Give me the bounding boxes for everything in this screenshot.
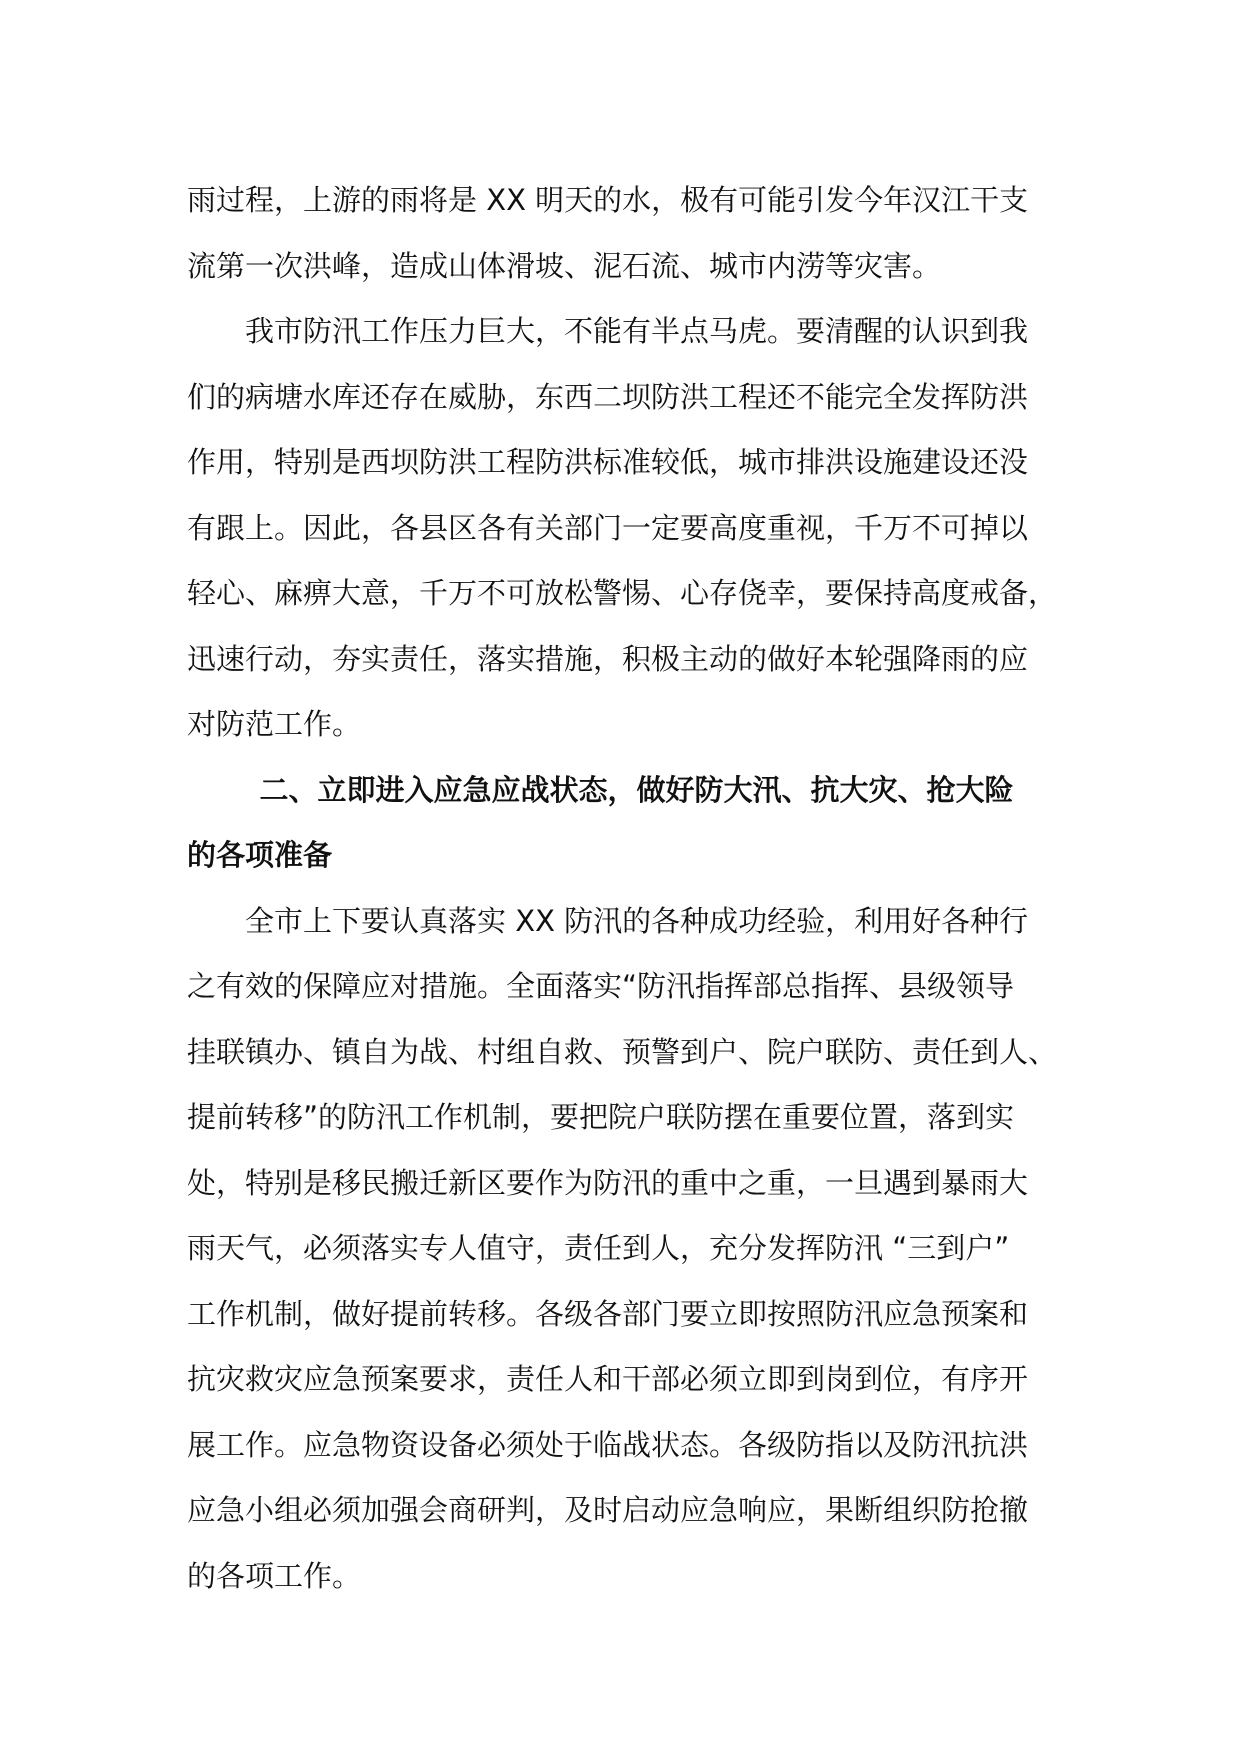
text-line: 工作机制，做好提前转移。各级各部门要立即按照防汛应急预案和 <box>187 1296 1029 1331</box>
heading-line: 的各项准备 <box>187 838 333 872</box>
paragraph-emergency <box>187 889 1077 1610</box>
document-body <box>187 168 1077 1609</box>
text-line: 抗灾救灾应急预案要求，责任人和干部必须立即到岗到位，有序开 <box>187 1362 1029 1396</box>
text-line: 应急小组必须加强会商研判，及时启动应急响应，果断组织防抢撤 <box>187 1493 1029 1527</box>
text-line: 展工作。应急物资设备必须处于临战状态。各级防指以及防汛抗洪 <box>187 1427 1029 1462</box>
heading-line: 二、立即进入应急应战状态，做好防大汛、抗大灾、抢大险 <box>259 772 1014 807</box>
text-line: 我市防汛工作压力巨大，不能有半点马虎。要清醒的认识到我 <box>245 314 1029 348</box>
text-line: 的各项工作。 <box>187 1558 362 1593</box>
text-line: 处，特别是移民搬迁新区要作为防汛的重中之重，一旦遇到暴雨大 <box>187 1165 1029 1200</box>
text-line: 迅速行动，夯实责任，落实措施，积极主动的做好本轮强降雨的应 <box>187 641 1029 676</box>
text-line: 挂联镇办、镇自为战、村组自救、预警到户、院户联防、责任到人、 <box>187 1034 1058 1069</box>
text-line: 全市上下要认真落实 XX 防汛的各种成功经验，利用好各种行 <box>245 903 1029 938</box>
text-line: 雨过程，上游的雨将是 XX 明天的水，极有可能引发今年汉江干支 <box>187 183 1029 217</box>
text-line: 作用，特别是西坝防洪工程防洪标准较低，城市排洪设施建设还没 <box>187 445 1029 479</box>
text-line: 流第一次洪峰，造成山体滑坡、泥石流、城市内涝等灾害。 <box>187 248 942 283</box>
text-line: 提前转移”的防汛工作机制，要把院户联防摆在重要位置，落到实 <box>187 1100 1015 1134</box>
text-line: 们的病塘水库还存在威胁，东西二坝防洪工程还不能完全发挥防洪 <box>187 379 1029 414</box>
section-heading <box>187 758 1077 889</box>
paragraph-pressure <box>187 299 1077 758</box>
paragraph-continuation <box>187 168 1077 299</box>
text-line: 有跟上。因此，各县区各有关部门一定要高度重视，千万不可掉以 <box>187 510 1029 545</box>
text-line: 雨天气，必须落实专人值守，责任到人，充分发挥防汛 “三到户” <box>187 1231 1010 1265</box>
text-line: 轻心、麻痹大意，千万不可放松警惕、心存侥幸，要保持高度戒备， <box>187 576 1058 610</box>
text-line: 对防范工作。 <box>187 707 362 741</box>
text-line: 之有效的保障应对措施。全面落实“防汛指挥部总指挥、县级领导 <box>187 969 1015 1003</box>
